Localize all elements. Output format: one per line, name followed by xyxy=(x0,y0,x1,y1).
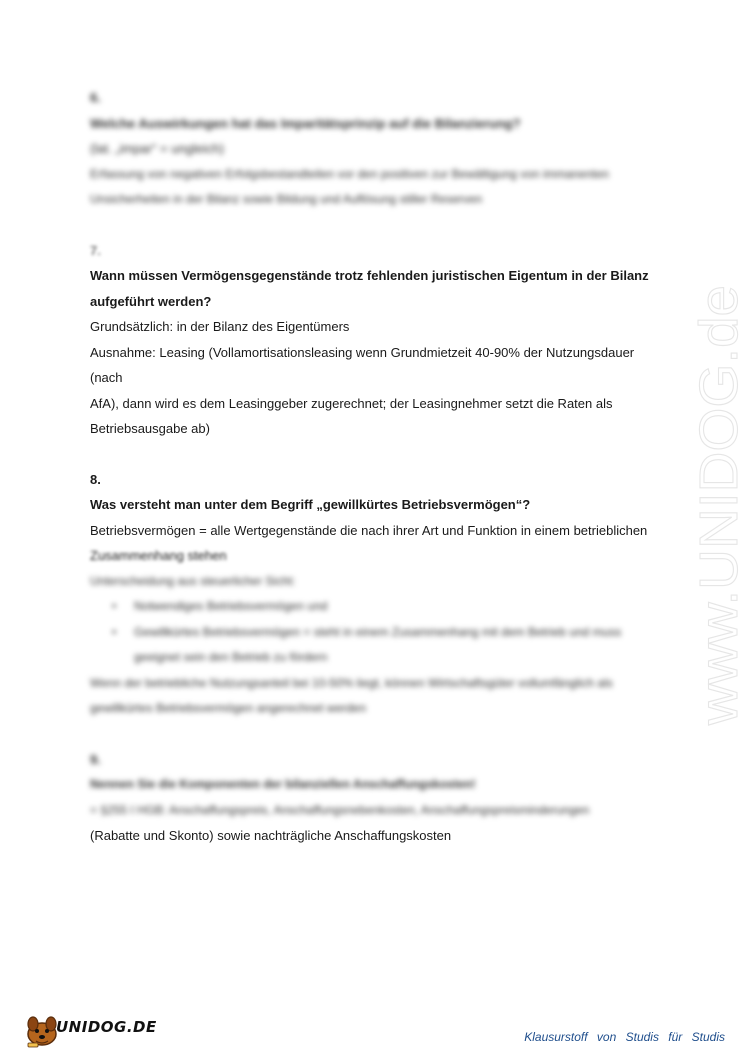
answer-line: Unterscheidung aus steuerlicher Sicht: xyxy=(90,573,296,588)
answer-line: Ausnahme: Leasing (Vollamortisationsleasing wenn Grundmietzeit 40-90% der Nutzungsdauer (nach xyxy=(90,344,635,385)
answer-line: gewillkürtes Betriebsvermögen angerechnet werden xyxy=(90,701,367,715)
answer-line: Erfassung von negativen Erfolgsbestandteilen vor den positiven zur Bewältigung von immanenten xyxy=(90,166,609,181)
answer-line: AfA), dann wird es dem Leasinggeber zugerechnet; der Leasingnehmer setzt die Raten als xyxy=(90,395,613,411)
section-question: aufgeführt werden? xyxy=(90,293,212,309)
watermark-text: www.UNIDOG.de xyxy=(689,304,749,725)
answer-line: (lat. „impar“ = ungleich) xyxy=(90,141,225,156)
section-number: 6. xyxy=(90,90,101,105)
bullet-icon: • xyxy=(112,624,117,639)
list-item-text: Gewillkürtes Betriebsvermögen = steht in einem Zusammenhang mit dem Betrieb und muss xyxy=(134,624,622,639)
section-7 xyxy=(90,238,665,442)
section-question: Nennen Sie die Komponenten der bilanziellen Anschaffungskosten! xyxy=(90,777,476,791)
logo-text: UNIDOG.DE xyxy=(56,1018,157,1036)
list-item-text: Notwendiges Betriebsvermögen und xyxy=(134,599,328,613)
answer-line: Wenn der betriebliche Nutzungsanteil bei 10-50% liegt, können Wirtschaftsgüter vollumfänglich als xyxy=(90,675,613,690)
answer-line: Unsicherheiten in der Bilanz sowie Bildung und Auflösung stiller Reserven xyxy=(90,192,483,206)
bullet-list xyxy=(90,594,665,671)
list-item xyxy=(112,594,665,620)
section-number: 7. xyxy=(90,242,101,258)
section-question: Wann müssen Vermögensgegenstände trotz fehlenden juristischen Eigentum in der Bilanz xyxy=(90,268,649,283)
footer-tagline: Klausurstoff von Studis für Studis xyxy=(524,1030,725,1044)
answer-line: Betriebsausgabe ab) xyxy=(90,421,210,436)
answer-line: Grundsätzlich: in der Bilanz des Eigentümers xyxy=(90,319,350,334)
section-question: Was versteht man unter dem Begriff „gewillkürtes Betriebsvermögen“? xyxy=(90,497,531,512)
answer-line: Betriebsvermögen = alle Wertgegenstände die nach ihrer Art und Funktion in einem betrieblichen xyxy=(90,522,648,538)
section-9 xyxy=(90,747,665,849)
section-number: 8. xyxy=(90,471,101,487)
answer-line: Zusammenhang stehen xyxy=(90,548,227,563)
answer-line: = §255 I HGB: Anschaffungspreis, Anschaffungsnebenkosten, Anschaffungspreisminderungen xyxy=(90,802,590,817)
bullet-icon: • xyxy=(112,599,117,613)
section-number: 9. xyxy=(90,751,101,767)
section-6 xyxy=(90,85,665,213)
document-content xyxy=(90,85,665,874)
answer-line: (Rabatte und Skonto) sowie nachträgliche Anschaffungskosten xyxy=(90,828,452,843)
list-item-continuation xyxy=(134,645,665,671)
section-question: Welche Auswirkungen hat das Imparitätsprinzip auf die Bilanzierung? xyxy=(90,115,521,131)
list-item xyxy=(112,620,665,646)
watermark xyxy=(615,280,750,730)
list-item-text: geeignet sein den Betrieb zu fördern xyxy=(134,650,328,664)
section-8 xyxy=(90,467,665,722)
